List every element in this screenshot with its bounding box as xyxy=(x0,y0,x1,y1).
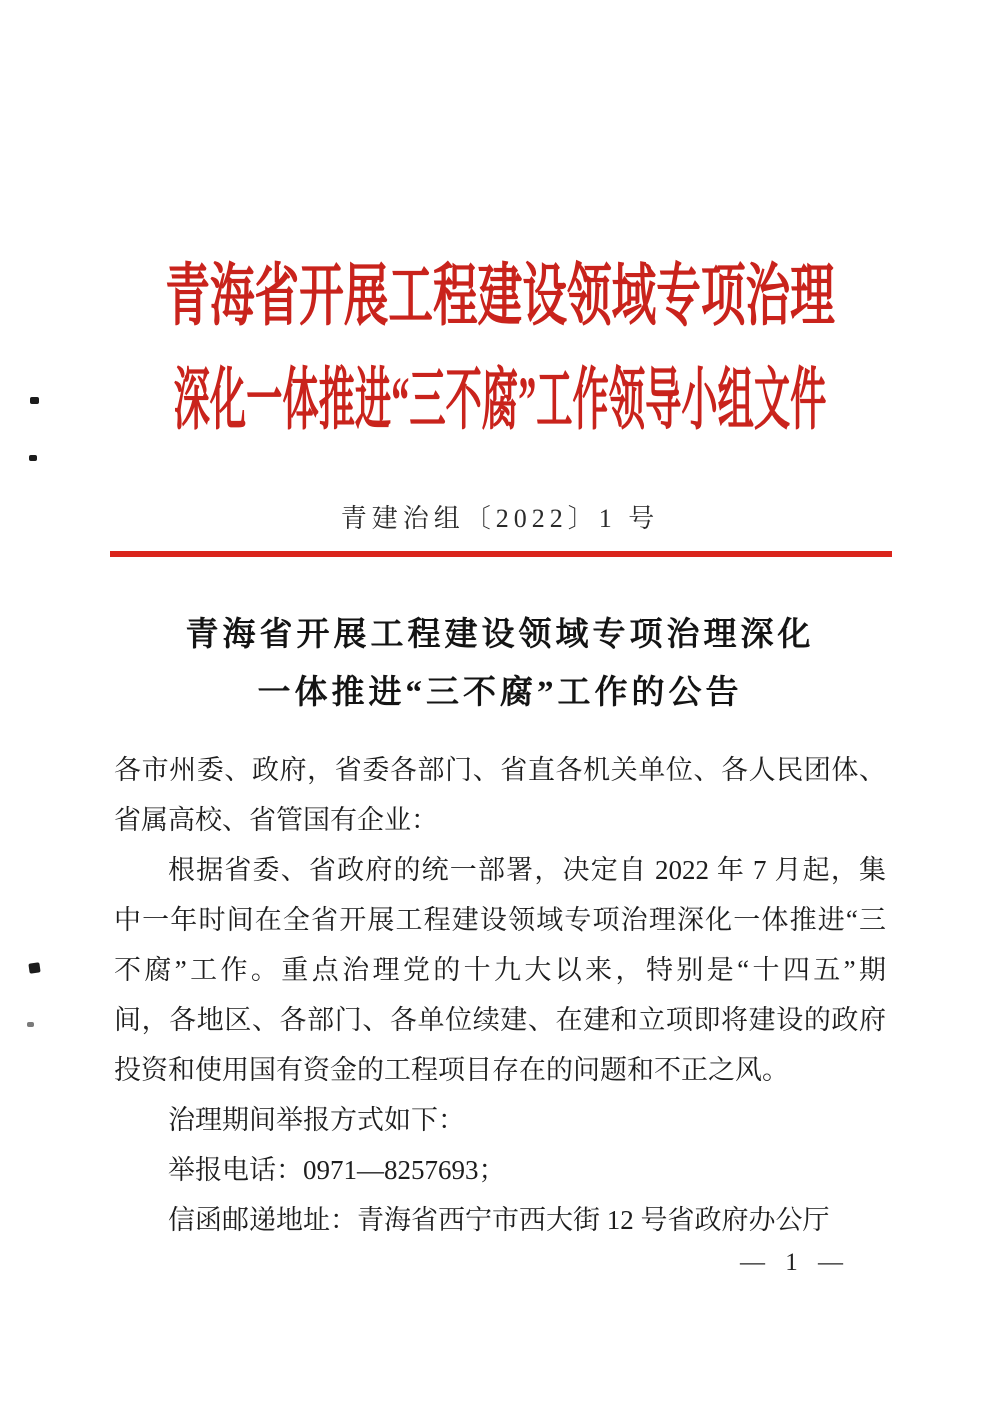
scan-artifact-dot xyxy=(29,455,37,461)
scan-artifact-dot xyxy=(28,962,40,973)
body-line-paragraph: 间，各地区、各部门、各单位续建、在建和立项即将建设的政府 xyxy=(114,1005,886,1035)
red-separator-rule xyxy=(110,551,892,557)
body-line-salutation-end: 省属高校、省管国有企业： xyxy=(114,805,438,835)
body-line-report-intro: 治理期间举报方式如下： xyxy=(168,1105,465,1135)
letterhead xyxy=(0,363,1000,439)
page-number: — 1 — xyxy=(740,1249,850,1276)
body-line-paragraph: 根据省委、省政府的统一部署，决定自 2022 年 7 月起，集 xyxy=(168,855,886,885)
letterhead xyxy=(0,259,1000,335)
notice-title-line2: 一体推进“三不腐”工作的公告 xyxy=(257,675,743,711)
body-line-paragraph: 不腐”工作。重点治理党的十九大以来，特别是“十四五”期 xyxy=(114,955,886,985)
letterhead-title-line2: 深化一体推进“三不腐”工作领导小组文件 xyxy=(173,363,827,439)
body-line-paragraph-end: 投资和使用国有资金的工程项目存在的问题和不正之风。 xyxy=(114,1055,789,1085)
document-number: 青建治组〔2022〕1 号 xyxy=(340,504,660,533)
body-line-salutation: 各市州委、政府，省委各部门、省直各机关单位、各人民团体、 xyxy=(114,755,886,785)
body-line-report-address: 信函邮递地址：青海省西宁市西大街 12 号省政府办公厅 xyxy=(168,1205,830,1235)
body-text xyxy=(114,745,886,1245)
notice-title-line1: 青海省开展工程建设领域专项治理深化 xyxy=(185,617,815,653)
body-line-report-phone: 举报电话：0971—8257693； xyxy=(168,1155,506,1185)
scan-artifact-dot xyxy=(30,397,39,404)
body-line-paragraph: 中一年时间在全省开展工程建设领域专项治理深化一体推进“三 xyxy=(114,905,886,935)
scan-artifact-dot xyxy=(27,1022,34,1027)
letterhead-title-line1: 青海省开展工程建设领域专项治理 xyxy=(165,259,835,335)
